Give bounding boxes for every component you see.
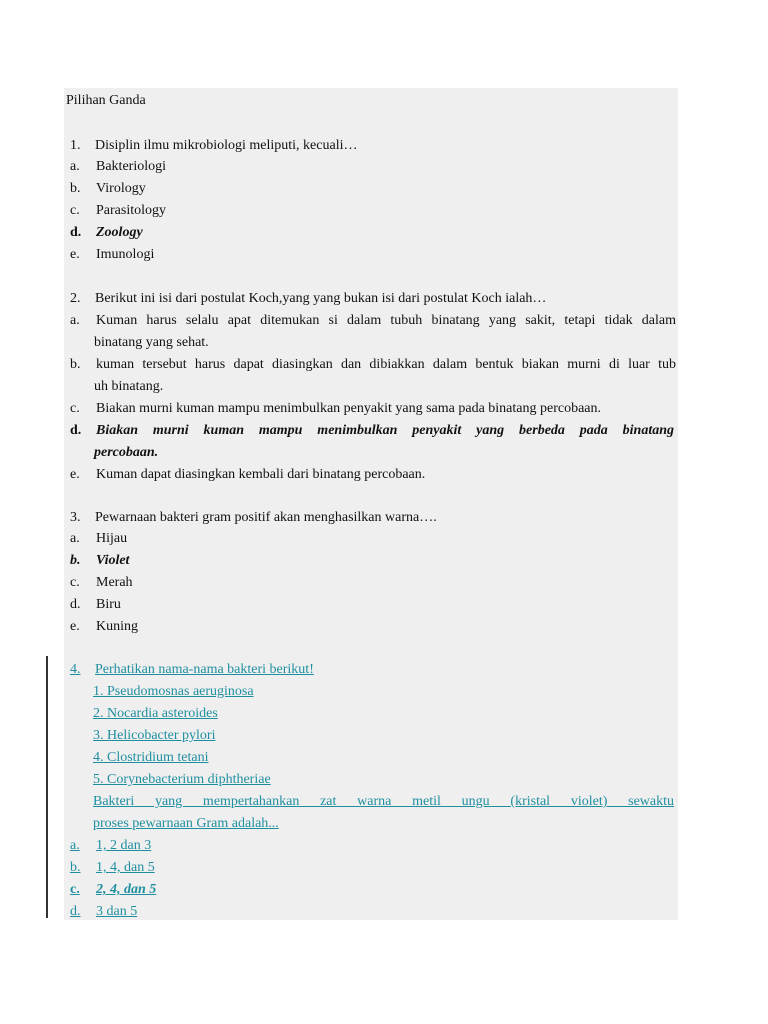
q1-number: 1. xyxy=(70,138,81,153)
q4-option-d-marker: d. xyxy=(70,904,81,919)
q2-option-e: Kuman dapat diasingkan kembali dari binatang percobaan. xyxy=(96,467,426,482)
q1-option-e: Imunologi xyxy=(96,247,155,262)
q4-option-d: 3 dan 5 xyxy=(96,904,138,919)
q1-text: Disiplin ilmu mikrobiologi meliputi, kecuali… xyxy=(95,138,358,153)
q2-option-c: Biakan murni kuman mampu menimbulkan penyakit yang sama pada binatang percobaan. xyxy=(96,401,602,416)
q2-option-d-answer-line2: percobaan. xyxy=(94,445,159,460)
q2-option-e-marker: e. xyxy=(70,467,80,482)
q3-text: Pewarnaan bakteri gram positif akan menghasilkan warna…. xyxy=(95,510,437,525)
q2-option-b-line2: uh binatang. xyxy=(94,379,164,394)
q1-option-c: Parasitology xyxy=(96,203,166,218)
q3-option-b-answer: Violet xyxy=(96,553,130,568)
q1-option-d-marker: d. xyxy=(70,225,82,240)
q2-option-a-line1: Kuman harus selalu apat ditemukan si dalam tubuh binatang yang sakit, tetapi tidak dalam xyxy=(96,313,676,328)
q2-option-a-marker: a. xyxy=(70,313,80,328)
q4-option-b: 1, 4, dan 5 xyxy=(96,860,155,875)
q3-option-a-marker: a. xyxy=(70,531,80,546)
q4-stem-line2: proses pewarnaan Gram adalah... xyxy=(93,816,279,831)
q4-list-item-2: 2. Nocardia asteroides xyxy=(93,706,218,721)
q4-list-item-3: 3. Helicobacter pylori xyxy=(93,728,216,743)
q1-option-c-marker: c. xyxy=(70,203,80,218)
q4-number: 4. xyxy=(70,662,81,677)
q4-list-item-1: 1. Pseudomosnas aeruginosa xyxy=(93,684,254,699)
q3-option-d: Biru xyxy=(96,597,121,612)
q3-option-d-marker: d. xyxy=(70,597,81,612)
q4-option-b-marker: b. xyxy=(70,860,81,875)
q2-number: 2. xyxy=(70,291,81,306)
q3-option-e: Kuning xyxy=(96,619,138,634)
q4-option-a-marker: a. xyxy=(70,838,80,853)
q2-option-c-marker: c. xyxy=(70,401,80,416)
q1-option-a-marker: a. xyxy=(70,159,80,174)
q1-option-b-marker: b. xyxy=(70,181,81,196)
q3-option-e-marker: e. xyxy=(70,619,80,634)
q4-list-item-4: 4. Clostridium tetani xyxy=(93,750,209,765)
q4-stem-line1: Bakteri yang mempertahankan zat warna metil ungu (kristal violet) sewaktu xyxy=(93,794,674,809)
q1-option-d-answer: Zoology xyxy=(96,225,143,240)
q2-option-b-marker: b. xyxy=(70,357,81,372)
q1-option-e-marker: e. xyxy=(70,247,80,262)
q4-option-c-answer: 2, 4, dan 5 xyxy=(96,882,157,897)
q4-list-item-5: 5. Corynebacterium diphtheriae xyxy=(93,772,271,787)
q2-text: Berikut ini isi dari postulat Koch,yang yang bukan isi dari postulat Koch ialah… xyxy=(95,291,547,306)
q3-option-a: Hijau xyxy=(96,531,128,546)
q2-option-a-line2: binatang yang sehat. xyxy=(94,335,209,350)
section-heading: Pilihan Ganda xyxy=(66,93,146,108)
q3-option-c-marker: c. xyxy=(70,575,80,590)
q3-option-c: Merah xyxy=(96,575,133,590)
q4-option-c-marker: c. xyxy=(70,882,80,897)
q2-option-b-line1: kuman tersebut harus dapat diasingkan dan dibiakkan dalam bentuk biakan murni di luar tub xyxy=(96,357,676,372)
q1-option-a: Bakteriologi xyxy=(96,159,166,174)
q3-number: 3. xyxy=(70,510,81,525)
q1-option-b: Virology xyxy=(96,181,146,196)
q4-text: Perhatikan nama-nama bakteri berikut! xyxy=(95,662,314,677)
q2-option-d-answer-line1: Biakan murni kuman mampu menimbulkan penyakit yang berbeda pada binatang xyxy=(96,423,674,438)
q2-option-d-marker: d. xyxy=(70,423,82,438)
q3-option-b-marker: b. xyxy=(70,553,81,568)
q4-option-a: 1, 2 dan 3 xyxy=(96,838,152,853)
change-bar xyxy=(46,656,48,918)
